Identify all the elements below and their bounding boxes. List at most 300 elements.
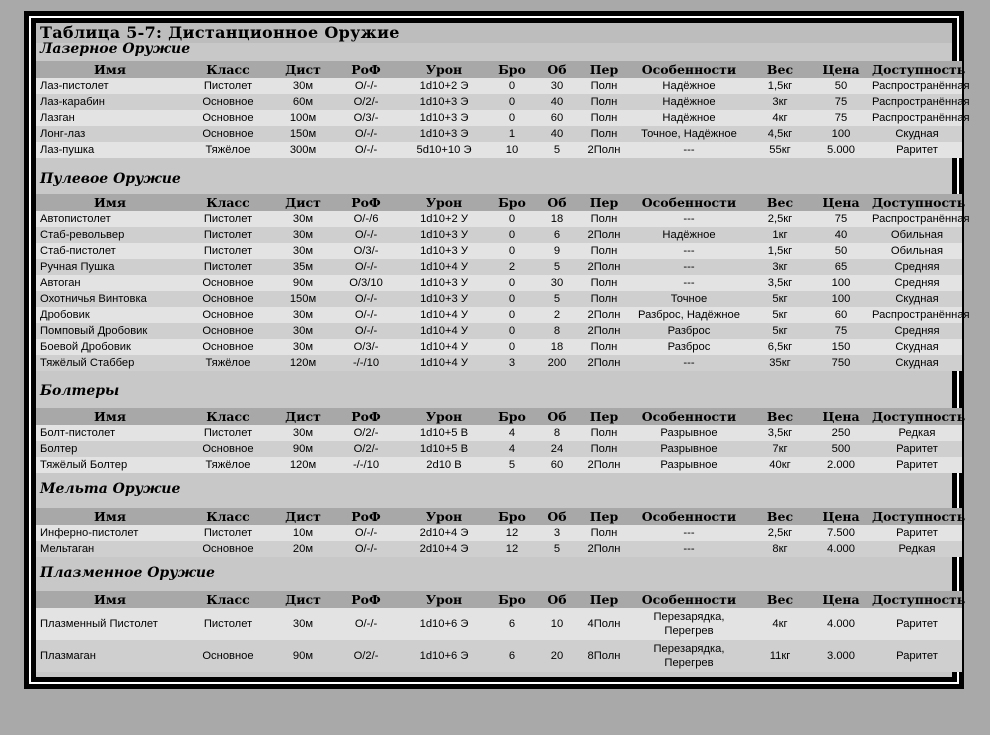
cell-cost: 4.000	[810, 541, 872, 557]
cell-class: Основное	[184, 291, 272, 307]
cell-class: Основное	[184, 126, 272, 142]
cell-rof: О/2/-	[334, 640, 398, 672]
cell-clip: 2	[534, 307, 580, 323]
cell-clip: 24	[534, 441, 580, 457]
cell-cost: 7.500	[810, 525, 872, 541]
cell-availability: Распространённая	[872, 96, 970, 108]
column-header-availability: Доступность	[872, 592, 966, 607]
cell-cost: 60	[810, 307, 872, 323]
cell-reload: Полн	[580, 110, 628, 126]
cell-availability: Распространённая	[872, 112, 970, 124]
column-header-availability: Доступность	[872, 62, 966, 77]
header-row	[36, 508, 962, 525]
cell-rof: О/2/-	[334, 94, 398, 110]
cell-name: Инферно-пистолет	[36, 525, 184, 541]
cell-damage: 1d10+3 Э	[398, 110, 490, 126]
cell-availability: Средняя	[872, 323, 962, 339]
cell-reload: 4Полн	[580, 608, 628, 640]
cell-pen: 0	[490, 211, 534, 227]
section-title: Мельта Оружие	[40, 481, 181, 497]
table-row	[36, 259, 962, 275]
cell-availability: Распространённая	[872, 309, 970, 321]
cell-reload: 2Полн	[580, 457, 628, 473]
cell-damage: 1d10+3 У	[398, 227, 490, 243]
column-header-name: Имя	[36, 194, 184, 211]
column-header-clip: Об	[534, 194, 580, 211]
cell-name: Тяжёлый Болтер	[36, 457, 184, 473]
cell-reload: 2Полн	[580, 259, 628, 275]
column-header-weight: Вес	[750, 408, 810, 425]
cell-reload: 2Полн	[580, 323, 628, 339]
cell-damage: 2d10+4 Э	[398, 525, 490, 541]
column-header-name: Имя	[36, 591, 184, 608]
cell-special: Разброс	[628, 339, 750, 355]
cell-weight: 1кг	[750, 227, 810, 243]
cell-range: 30м	[272, 307, 334, 323]
cell-reload: Полн	[580, 78, 628, 94]
cell-range: 90м	[272, 441, 334, 457]
cell-availability: Раритет	[872, 457, 962, 473]
cell-rof: О/-/-	[334, 525, 398, 541]
cell-reload: Полн	[580, 94, 628, 110]
cell-cost: 75	[810, 323, 872, 339]
cell-class: Основное	[184, 541, 272, 557]
cell-cost: 2.000	[810, 457, 872, 473]
cell-cost: 75	[810, 211, 872, 227]
cell-pen: 6	[490, 640, 534, 672]
cell-name: Лазган	[36, 110, 184, 126]
page-title: Таблица 5-7: Дистанционное Оружие	[36, 23, 952, 43]
cell-name: Ручная Пушка	[36, 259, 184, 275]
cell-damage: 1d10+4 У	[398, 307, 490, 323]
column-header-class: Класс	[184, 508, 272, 525]
cell-pen: 4	[490, 425, 534, 441]
column-header-damage: Урон	[398, 508, 490, 525]
cell-name: Охотничья Винтовка	[36, 291, 184, 307]
cell-range: 10м	[272, 525, 334, 541]
column-header-cost: Цена	[810, 408, 872, 425]
cell-damage: 1d10+3 Э	[398, 94, 490, 110]
cell-range: 30м	[272, 323, 334, 339]
cell-rof: -/-/10	[334, 457, 398, 473]
cell-name: Стаб-револьвер	[36, 227, 184, 243]
weapons-table	[36, 408, 966, 473]
cell-pen: 0	[490, 307, 534, 323]
cell-special: Разрывное	[628, 457, 750, 473]
cell-pen: 0	[490, 227, 534, 243]
cell-availability: Скудная	[872, 126, 962, 142]
cell-class: Основное	[184, 307, 272, 323]
column-header-availability: Доступность	[872, 195, 966, 210]
cell-special: ---	[628, 259, 750, 275]
cell-cost: 75	[810, 110, 872, 126]
cell-damage: 1d10+4 У	[398, 259, 490, 275]
cell-weight: 5кг	[750, 323, 810, 339]
cell-availability: Скудная	[872, 339, 962, 355]
cell-range: 90м	[272, 640, 334, 672]
cell-availability: Редкая	[872, 541, 962, 557]
cell-cost: 250	[810, 425, 872, 441]
column-header-special: Особенности	[628, 591, 750, 608]
cell-availability: Средняя	[872, 259, 962, 275]
table-row	[36, 525, 962, 541]
cell-clip: 8	[534, 425, 580, 441]
cell-clip: 40	[534, 126, 580, 142]
cell-name: Боевой Дробовик	[36, 339, 184, 355]
table-row	[36, 355, 962, 371]
column-header-special: Особенности	[628, 508, 750, 525]
table-row	[36, 110, 962, 126]
header-row	[36, 408, 962, 425]
cell-class: Пистолет	[184, 211, 272, 227]
cell-special: ---	[628, 142, 750, 158]
column-header-range: Дист	[272, 61, 334, 78]
cell-clip: 40	[534, 94, 580, 110]
cell-range: 150м	[272, 291, 334, 307]
cell-range: 90м	[272, 275, 334, 291]
cell-special: Разброс	[628, 323, 750, 339]
column-header-cost: Цена	[810, 194, 872, 211]
cell-clip: 5	[534, 259, 580, 275]
cell-class: Основное	[184, 339, 272, 355]
cell-weight: 55кг	[750, 142, 810, 158]
column-header-weight: Вес	[750, 194, 810, 211]
cell-name: Болтер	[36, 441, 184, 457]
column-header-clip: Об	[534, 408, 580, 425]
cell-pen: 2	[490, 259, 534, 275]
cell-damage: 1d10+3 У	[398, 291, 490, 307]
cell-weight: 3кг	[750, 259, 810, 275]
column-header-cost: Цена	[810, 591, 872, 608]
cell-reload: Полн	[580, 339, 628, 355]
cell-availability: Раритет	[872, 608, 962, 640]
column-header-availability: Доступность	[872, 409, 966, 424]
cell-range: 20м	[272, 541, 334, 557]
table-row	[36, 323, 962, 339]
cell-damage: 2d10 В	[398, 457, 490, 473]
cell-class: Пистолет	[184, 525, 272, 541]
cell-class: Пистолет	[184, 608, 272, 640]
cell-reload: 2Полн	[580, 142, 628, 158]
cell-cost: 5.000	[810, 142, 872, 158]
cell-pen: 3	[490, 355, 534, 371]
cell-rof: -/-/10	[334, 355, 398, 371]
cell-clip: 18	[534, 211, 580, 227]
cell-range: 35м	[272, 259, 334, 275]
cell-reload: 8Полн	[580, 640, 628, 672]
cell-class: Основное	[184, 323, 272, 339]
cell-damage: 1d10+3 У	[398, 243, 490, 259]
cell-pen: 0	[490, 243, 534, 259]
cell-pen: 0	[490, 339, 534, 355]
cell-rof: О/3/-	[334, 110, 398, 126]
column-header-weight: Вес	[750, 508, 810, 525]
cell-weight: 4кг	[750, 110, 810, 126]
cell-cost: 50	[810, 78, 872, 94]
cell-pen: 1	[490, 126, 534, 142]
cell-special: ---	[628, 211, 750, 227]
column-header-cost: Цена	[810, 508, 872, 525]
cell-special: ---	[628, 541, 750, 557]
cell-range: 30м	[272, 425, 334, 441]
cell-range: 60м	[272, 94, 334, 110]
column-header-class: Класс	[184, 591, 272, 608]
column-header-availability: Доступность	[872, 509, 966, 524]
cell-name: Помповый Дробовик	[36, 323, 184, 339]
cell-clip: 3	[534, 525, 580, 541]
cell-rof: О/-/-	[334, 259, 398, 275]
cell-weight: 3,5кг	[750, 425, 810, 441]
header-row	[36, 591, 962, 608]
cell-clip: 200	[534, 355, 580, 371]
cell-clip: 5	[534, 541, 580, 557]
cell-availability: Средняя	[872, 275, 962, 291]
cell-name: Болт-пистолет	[36, 425, 184, 441]
cell-pen: 12	[490, 525, 534, 541]
cell-range: 30м	[272, 608, 334, 640]
table-content	[34, 21, 970, 679]
cell-clip: 5	[534, 142, 580, 158]
cell-rof: О/3/-	[334, 339, 398, 355]
cell-reload: 2Полн	[580, 541, 628, 557]
table-row	[36, 608, 962, 640]
cell-weight: 5кг	[750, 291, 810, 307]
table-row	[36, 126, 962, 142]
cell-reload: Полн	[580, 275, 628, 291]
cell-pen: 0	[490, 291, 534, 307]
cell-weight: 2,5кг	[750, 525, 810, 541]
cell-damage: 1d10+4 У	[398, 323, 490, 339]
cell-availability: Скудная	[872, 355, 962, 371]
cell-cost: 100	[810, 126, 872, 142]
cell-range: 30м	[272, 339, 334, 355]
table-row	[36, 541, 962, 557]
cell-clip: 30	[534, 275, 580, 291]
cell-pen: 0	[490, 94, 534, 110]
table-row	[36, 211, 962, 227]
column-header-damage: Урон	[398, 408, 490, 425]
cell-damage: 1d10+5 В	[398, 441, 490, 457]
cell-clip: 5	[534, 291, 580, 307]
table-row	[36, 640, 962, 672]
cell-clip: 60	[534, 110, 580, 126]
cell-reload: Полн	[580, 291, 628, 307]
cell-class: Основное	[184, 640, 272, 672]
cell-name: Лаз-пистолет	[36, 78, 184, 94]
cell-range: 300м	[272, 142, 334, 158]
table-frame	[24, 11, 970, 689]
weapons-table	[36, 61, 970, 158]
cell-damage: 1d10+4 У	[398, 339, 490, 355]
cell-rof: О/-/-	[334, 307, 398, 323]
cell-pen: 0	[490, 110, 534, 126]
column-header-range: Дист	[272, 508, 334, 525]
cell-weight: 35кг	[750, 355, 810, 371]
table-row	[36, 425, 962, 441]
table-row	[36, 142, 962, 158]
cell-availability: Редкая	[872, 425, 962, 441]
cell-rof: О/2/-	[334, 441, 398, 457]
cell-special: Точное, Надёжное	[628, 126, 750, 142]
cell-weight: 6,5кг	[750, 339, 810, 355]
cell-range: 30м	[272, 78, 334, 94]
cell-range: 150м	[272, 126, 334, 142]
cell-clip: 9	[534, 243, 580, 259]
cell-reload: Полн	[580, 525, 628, 541]
cell-availability: Раритет	[872, 525, 962, 541]
cell-special: Надёжное	[628, 94, 750, 110]
column-header-class: Класс	[184, 61, 272, 78]
column-header-reload: Пер	[580, 591, 628, 608]
column-header-reload: Пер	[580, 408, 628, 425]
column-header-clip: Об	[534, 508, 580, 525]
cell-special: Разрывное	[628, 425, 750, 441]
cell-weight: 8кг	[750, 541, 810, 557]
cell-availability: Распространённая	[872, 213, 970, 225]
cell-special: ---	[628, 243, 750, 259]
cell-class: Тяжёлое	[184, 457, 272, 473]
cell-weight: 1,5кг	[750, 78, 810, 94]
table-row	[36, 94, 962, 110]
column-header-rof: РоФ	[334, 194, 398, 211]
cell-reload: 2Полн	[580, 227, 628, 243]
cell-rof: О/-/-	[334, 541, 398, 557]
cell-class: Тяжёлое	[184, 142, 272, 158]
column-header-pen: Бро	[490, 408, 534, 425]
column-header-reload: Пер	[580, 61, 628, 78]
cell-class: Пистолет	[184, 259, 272, 275]
column-header-rof: РоФ	[334, 591, 398, 608]
cell-clip: 6	[534, 227, 580, 243]
cell-special: ---	[628, 355, 750, 371]
cell-pen: 0	[490, 78, 534, 94]
cell-rof: О/-/-	[334, 126, 398, 142]
cell-rof: О/-/-	[334, 323, 398, 339]
cell-clip: 8	[534, 323, 580, 339]
cell-weight: 1,5кг	[750, 243, 810, 259]
cell-pen: 12	[490, 541, 534, 557]
cell-reload: Полн	[580, 425, 628, 441]
column-header-class: Класс	[184, 408, 272, 425]
cell-availability: Обильная	[872, 227, 962, 243]
column-header-clip: Об	[534, 61, 580, 78]
column-header-pen: Бро	[490, 194, 534, 211]
cell-name: Плазменный Пистолет	[36, 608, 184, 640]
cell-class: Пистолет	[184, 78, 272, 94]
cell-class: Основное	[184, 441, 272, 457]
cell-weight: 40кг	[750, 457, 810, 473]
cell-availability: Раритет	[872, 441, 962, 457]
cell-damage: 1d10+6 Э	[398, 608, 490, 640]
cell-class: Тяжёлое	[184, 355, 272, 371]
table-row	[36, 457, 962, 473]
cell-reload: Полн	[580, 243, 628, 259]
table-row	[36, 441, 962, 457]
weapons-table	[36, 508, 966, 557]
cell-special: Надёжное	[628, 227, 750, 243]
cell-weight: 7кг	[750, 441, 810, 457]
table-row	[36, 78, 962, 94]
cell-special: Надёжное	[628, 110, 750, 126]
cell-class: Пистолет	[184, 425, 272, 441]
cell-damage: 1d10+5 В	[398, 425, 490, 441]
column-header-range: Дист	[272, 194, 334, 211]
column-header-class: Класс	[184, 194, 272, 211]
cell-cost: 40	[810, 227, 872, 243]
cell-class: Пистолет	[184, 227, 272, 243]
cell-range: 120м	[272, 355, 334, 371]
cell-damage: 1d10+2 Э	[398, 78, 490, 94]
cell-name: Лонг-лаз	[36, 126, 184, 142]
cell-special: Разрывное	[628, 441, 750, 457]
cell-special: Точное	[628, 291, 750, 307]
cell-availability: Раритет	[872, 142, 962, 158]
cell-damage: 1d10+3 Э	[398, 126, 490, 142]
cell-name: Дробовик	[36, 307, 184, 323]
column-header-name: Имя	[36, 408, 184, 425]
cell-pen: 4	[490, 441, 534, 457]
section-title: Лазерное Оружие	[40, 41, 191, 57]
cell-availability: Обильная	[872, 243, 962, 259]
column-header-damage: Урон	[398, 61, 490, 78]
cell-availability: Распространённая	[872, 80, 970, 92]
header-row	[36, 194, 962, 211]
cell-pen: 10	[490, 142, 534, 158]
weapons-table	[36, 194, 970, 371]
cell-clip: 20	[534, 640, 580, 672]
section-title: Плазменное Оружие	[40, 565, 215, 581]
cell-cost: 150	[810, 339, 872, 355]
cell-rof: О/-/-	[334, 227, 398, 243]
cell-name: Стаб-пистолет	[36, 243, 184, 259]
table-row	[36, 339, 962, 355]
section-title: Пулевое Оружие	[40, 171, 181, 187]
cell-cost: 100	[810, 275, 872, 291]
cell-class: Основное	[184, 275, 272, 291]
cell-cost: 500	[810, 441, 872, 457]
table-row	[36, 291, 962, 307]
cell-cost: 100	[810, 291, 872, 307]
cell-range: 30м	[272, 243, 334, 259]
column-header-clip: Об	[534, 591, 580, 608]
cell-rof: О/3/10	[334, 275, 398, 291]
cell-range: 120м	[272, 457, 334, 473]
cell-special: Надёжное	[628, 78, 750, 94]
cell-special: ---	[628, 275, 750, 291]
cell-range: 30м	[272, 211, 334, 227]
cell-class: Пистолет	[184, 243, 272, 259]
cell-class: Основное	[184, 94, 272, 110]
cell-cost: 50	[810, 243, 872, 259]
cell-pen: 0	[490, 275, 534, 291]
column-header-pen: Бро	[490, 508, 534, 525]
column-header-weight: Вес	[750, 591, 810, 608]
cell-damage: 5d10+10 Э	[398, 142, 490, 158]
cell-special: ---	[628, 525, 750, 541]
cell-special: Перезарядка, Перегрев	[628, 608, 750, 640]
cell-weight: 2,5кг	[750, 211, 810, 227]
cell-reload: Полн	[580, 211, 628, 227]
cell-damage: 1d10+2 У	[398, 211, 490, 227]
column-header-special: Особенности	[628, 194, 750, 211]
cell-name: Лаз-пушка	[36, 142, 184, 158]
cell-damage: 1d10+6 Э	[398, 640, 490, 672]
column-header-range: Дист	[272, 408, 334, 425]
cell-pen: 0	[490, 323, 534, 339]
cell-range: 30м	[272, 227, 334, 243]
cell-damage: 1d10+3 У	[398, 275, 490, 291]
column-header-reload: Пер	[580, 194, 628, 211]
